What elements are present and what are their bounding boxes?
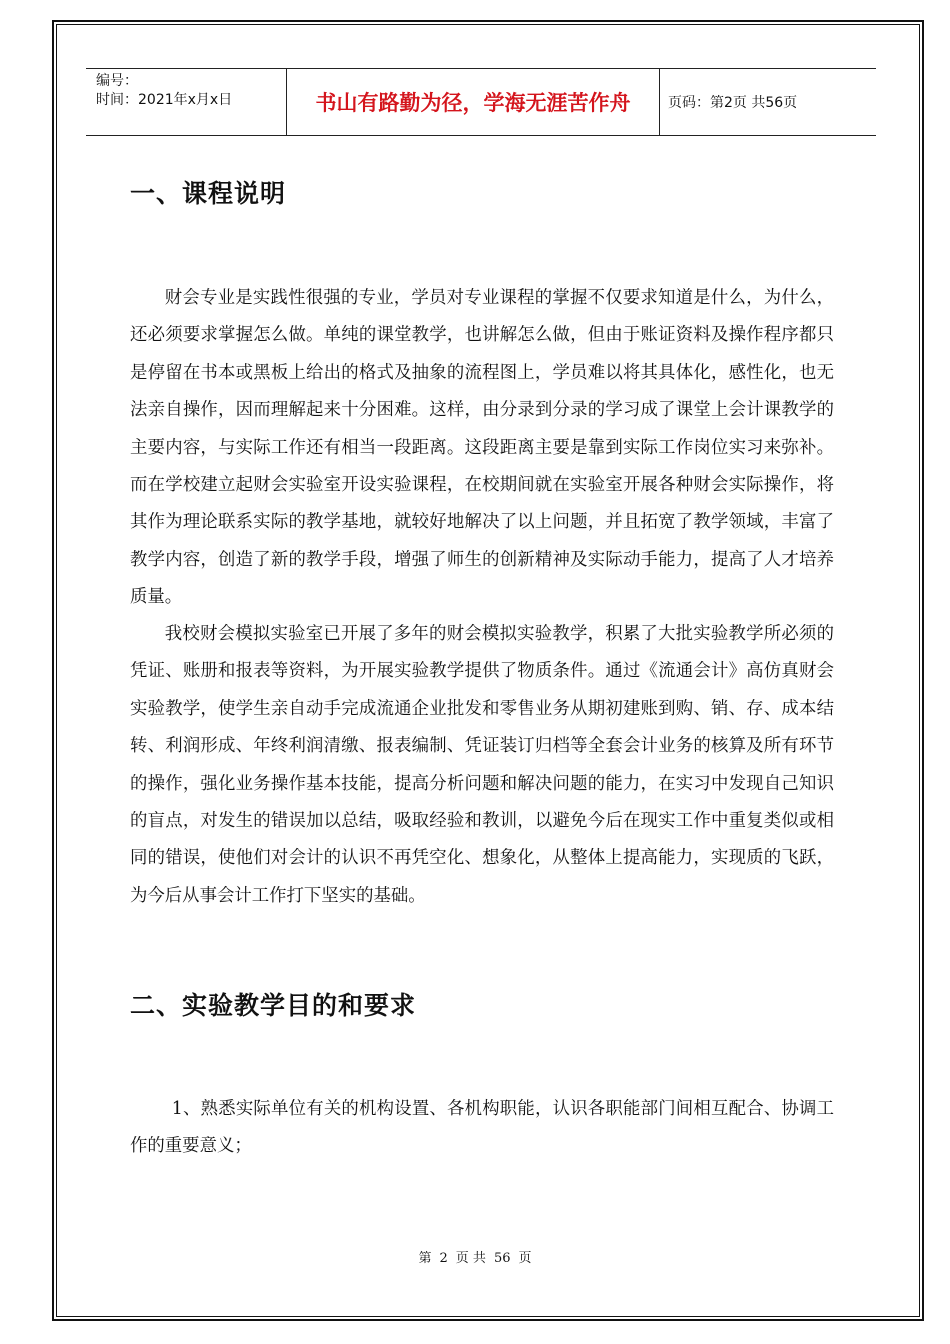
footer-total-pages: 56 [493,1251,511,1266]
footer-page-number: 2 [439,1251,448,1266]
footer-prefix: 第 [418,1251,432,1266]
number-label: 编号： [96,73,138,89]
paragraph: 我校财会模拟实验室已开展了多年的财会模拟实验教学，积累了大批实验教学所必须的凭证、账册和报表等资料，为开展实验教学提供了物质条件。通过《流通会计》高仿真财会实验教学，使学生亲自动手完成流通企业批发和零售业务从期初建账到购、销、存、成本结转、利润形成、年终利润清缴、报表编制、凭证装订归档等全套会计业务的核算及所有环节的操作，强化业务操作基本技能，提高分析问题和解决问题的能力，在实习中发现自己知识的盲点，对发生的错误加以总结，吸取经验和教训，以避免今后在现实工作中重复类似或相同的错误，使他们对会计的认识不再凭空化、想象化，从整体上提高能力，实现质的飞跃，为今后从事会计工作打下坚实的基础。 [130,624,834,906]
header-meta [86,69,286,135]
section-heading-course-description: 一、课程说明 [130,179,287,208]
page-footer [0,1247,950,1266]
paragraph: 财会专业是实践性很强的专业，学员对专业课程的掌握不仅要求知道是什么，为什么，还必须要求掌握怎么做。单纯的课堂教学，也讲解怎么做，但由于账证资料及操作程序都只是停留在书本或黑板上给出的格式及抽象的流程图上，学员难以将其具体化，感性化，也无法亲自操作，因而理解起来十分困难。这样，由分录到分录的学习成了课堂上会计课教学的主要内容，与实际工作还有相当一段距离。这段距离主要是靠到实际工作岗位实习来弥补。而在学校建立起财会实验室开设实验课程，在校期间就在实验室开展各种财会实际操作，将其作为理论联系实际的教学基地，就较好地解决了以上问题，并且拓宽了教学领域，丰富了教学内容，创造了新的教学手段，增强了师生的创新精神及实际动手能力，提高了人才培养质量。 [130,288,834,608]
header-motto: 书山有路勤为径，学海无涯苦作舟 [286,69,660,135]
section-heading-objectives: 二、实验教学目的和要求 [130,991,417,1020]
list-item: 1、熟悉实际单位有关的机构设置、各机构职能，认识各职能部门间相互配合、协调工作的重要意义； [130,1099,834,1157]
footer-mid: 页 共 [455,1251,486,1266]
footer-suffix: 页 [518,1251,532,1266]
header-page-label: 页码：第2页 共56页 [668,95,798,111]
document-header [86,68,876,136]
time-label: 时间：2021年x月x日 [96,92,233,108]
